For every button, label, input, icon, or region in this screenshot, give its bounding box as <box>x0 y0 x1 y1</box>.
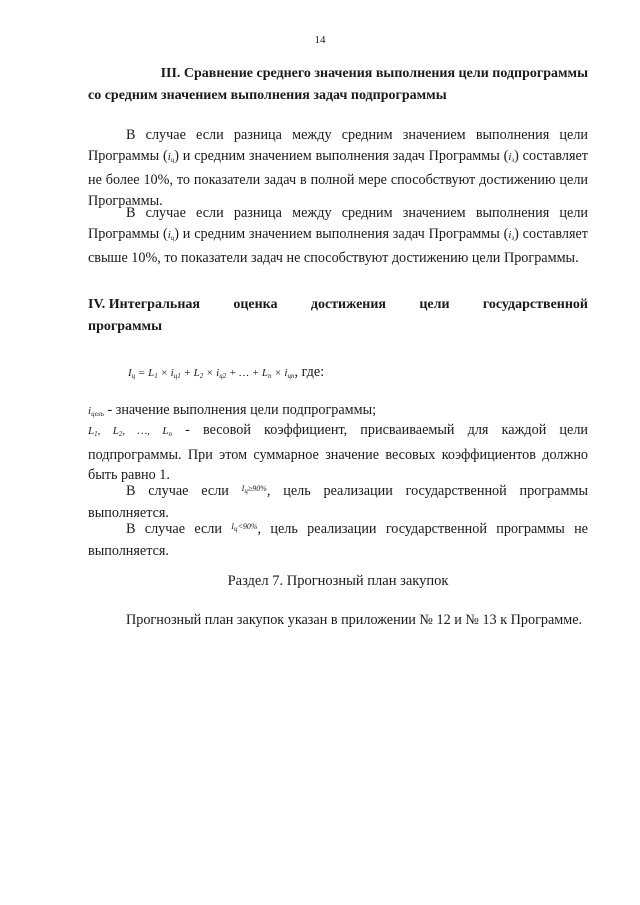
condition-1-text-b: , цель реализации государственной программы выполняется. <box>88 483 588 521</box>
paragraph-1-text-b: ) и средним значением выполнения задач Программы ( <box>174 147 509 164</box>
section-7-title: Раздел 7. Прогнозный план закупок <box>227 573 449 589</box>
condition-2-expression: Iц<90% <box>231 522 258 533</box>
formula-suffix: , где: <box>294 364 325 380</box>
heading-word: оценка <box>233 297 278 312</box>
paragraph-1-text-c: ) составляет не более 10%, то показатели задач в полной мере способствуют достижению цели Программы. <box>88 147 588 209</box>
section-4-heading-line1 <box>88 294 588 316</box>
section-3-heading-line2: со средним значением выполнения задач подпрограммы <box>88 88 447 103</box>
weights-symbol: $L_1$, $L_2$, …, $L_n$ <box>88 425 172 438</box>
section-3-paragraph-2 <box>88 203 588 269</box>
section-3-heading <box>88 63 588 107</box>
heading-word: IV. Интегральная <box>88 297 200 312</box>
heading-word: достижения <box>310 297 386 312</box>
condition-not-achieved <box>88 517 588 561</box>
paragraph-2-text-a: В случае если разница между средним значением выполнения цели Программы ( <box>88 205 588 242</box>
definition-2 <box>88 420 588 486</box>
page-number: 14 <box>314 34 326 46</box>
condition-1-expression: Iц≥90% <box>241 484 267 495</box>
task-value-symbol: $i_з$ <box>508 150 515 164</box>
formula-expression: $I_ц = L_1 \times i_{ц1} + L_2 \times i_{ц2}$ + … + $L_n \times i_{цn}$ <box>128 367 295 380</box>
paragraph-1-text-a: В случае если разница между средним значением выполнения цели Программы ( <box>88 127 588 164</box>
goal-value-symbol: $i_ц$ <box>167 228 175 242</box>
section-7-text: Прогнозный план закупок указан в приложении № 12 и № 13 к Программе. <box>126 612 583 628</box>
condition-2-text-a: В случае если <box>126 521 232 537</box>
section-3-heading-line1: III. Сравнение среднего значения выполнения цели подпрограммы <box>160 66 588 81</box>
condition-1-text-a: В случае если <box>126 483 242 499</box>
definition-2-text: - весовой коэффициент, присваиваемый для каждой цели подпрограммы. При этом суммарное значение весовых коэффициентов должно быть равно 1. <box>88 422 588 483</box>
condition-2-text-b: , цель реализации государственной программы не выполняется. <box>88 521 588 559</box>
heading-word: государственной <box>482 297 588 312</box>
goal-value-symbol: $i_{цель}$ <box>88 405 104 418</box>
task-value-symbol: $i_з$ <box>508 228 515 242</box>
paragraph-2-text-b: ) и средним значением выполнения задач Программы ( <box>174 225 509 242</box>
section-3-paragraph-1 <box>88 125 588 211</box>
section-4-heading-line2: программы <box>88 319 162 334</box>
paragraph-2-text-c: ) составляет свыше 10%, то показатели задач не способствуют достижению цели Программы. <box>88 225 588 266</box>
heading-word: цели <box>419 297 450 312</box>
goal-value-symbol: $i_ц$ <box>167 150 175 164</box>
section-4-heading <box>88 294 588 338</box>
integral-formula <box>128 362 428 387</box>
definition-1-text: - значение выполнения цели подпрограммы; <box>103 402 377 418</box>
